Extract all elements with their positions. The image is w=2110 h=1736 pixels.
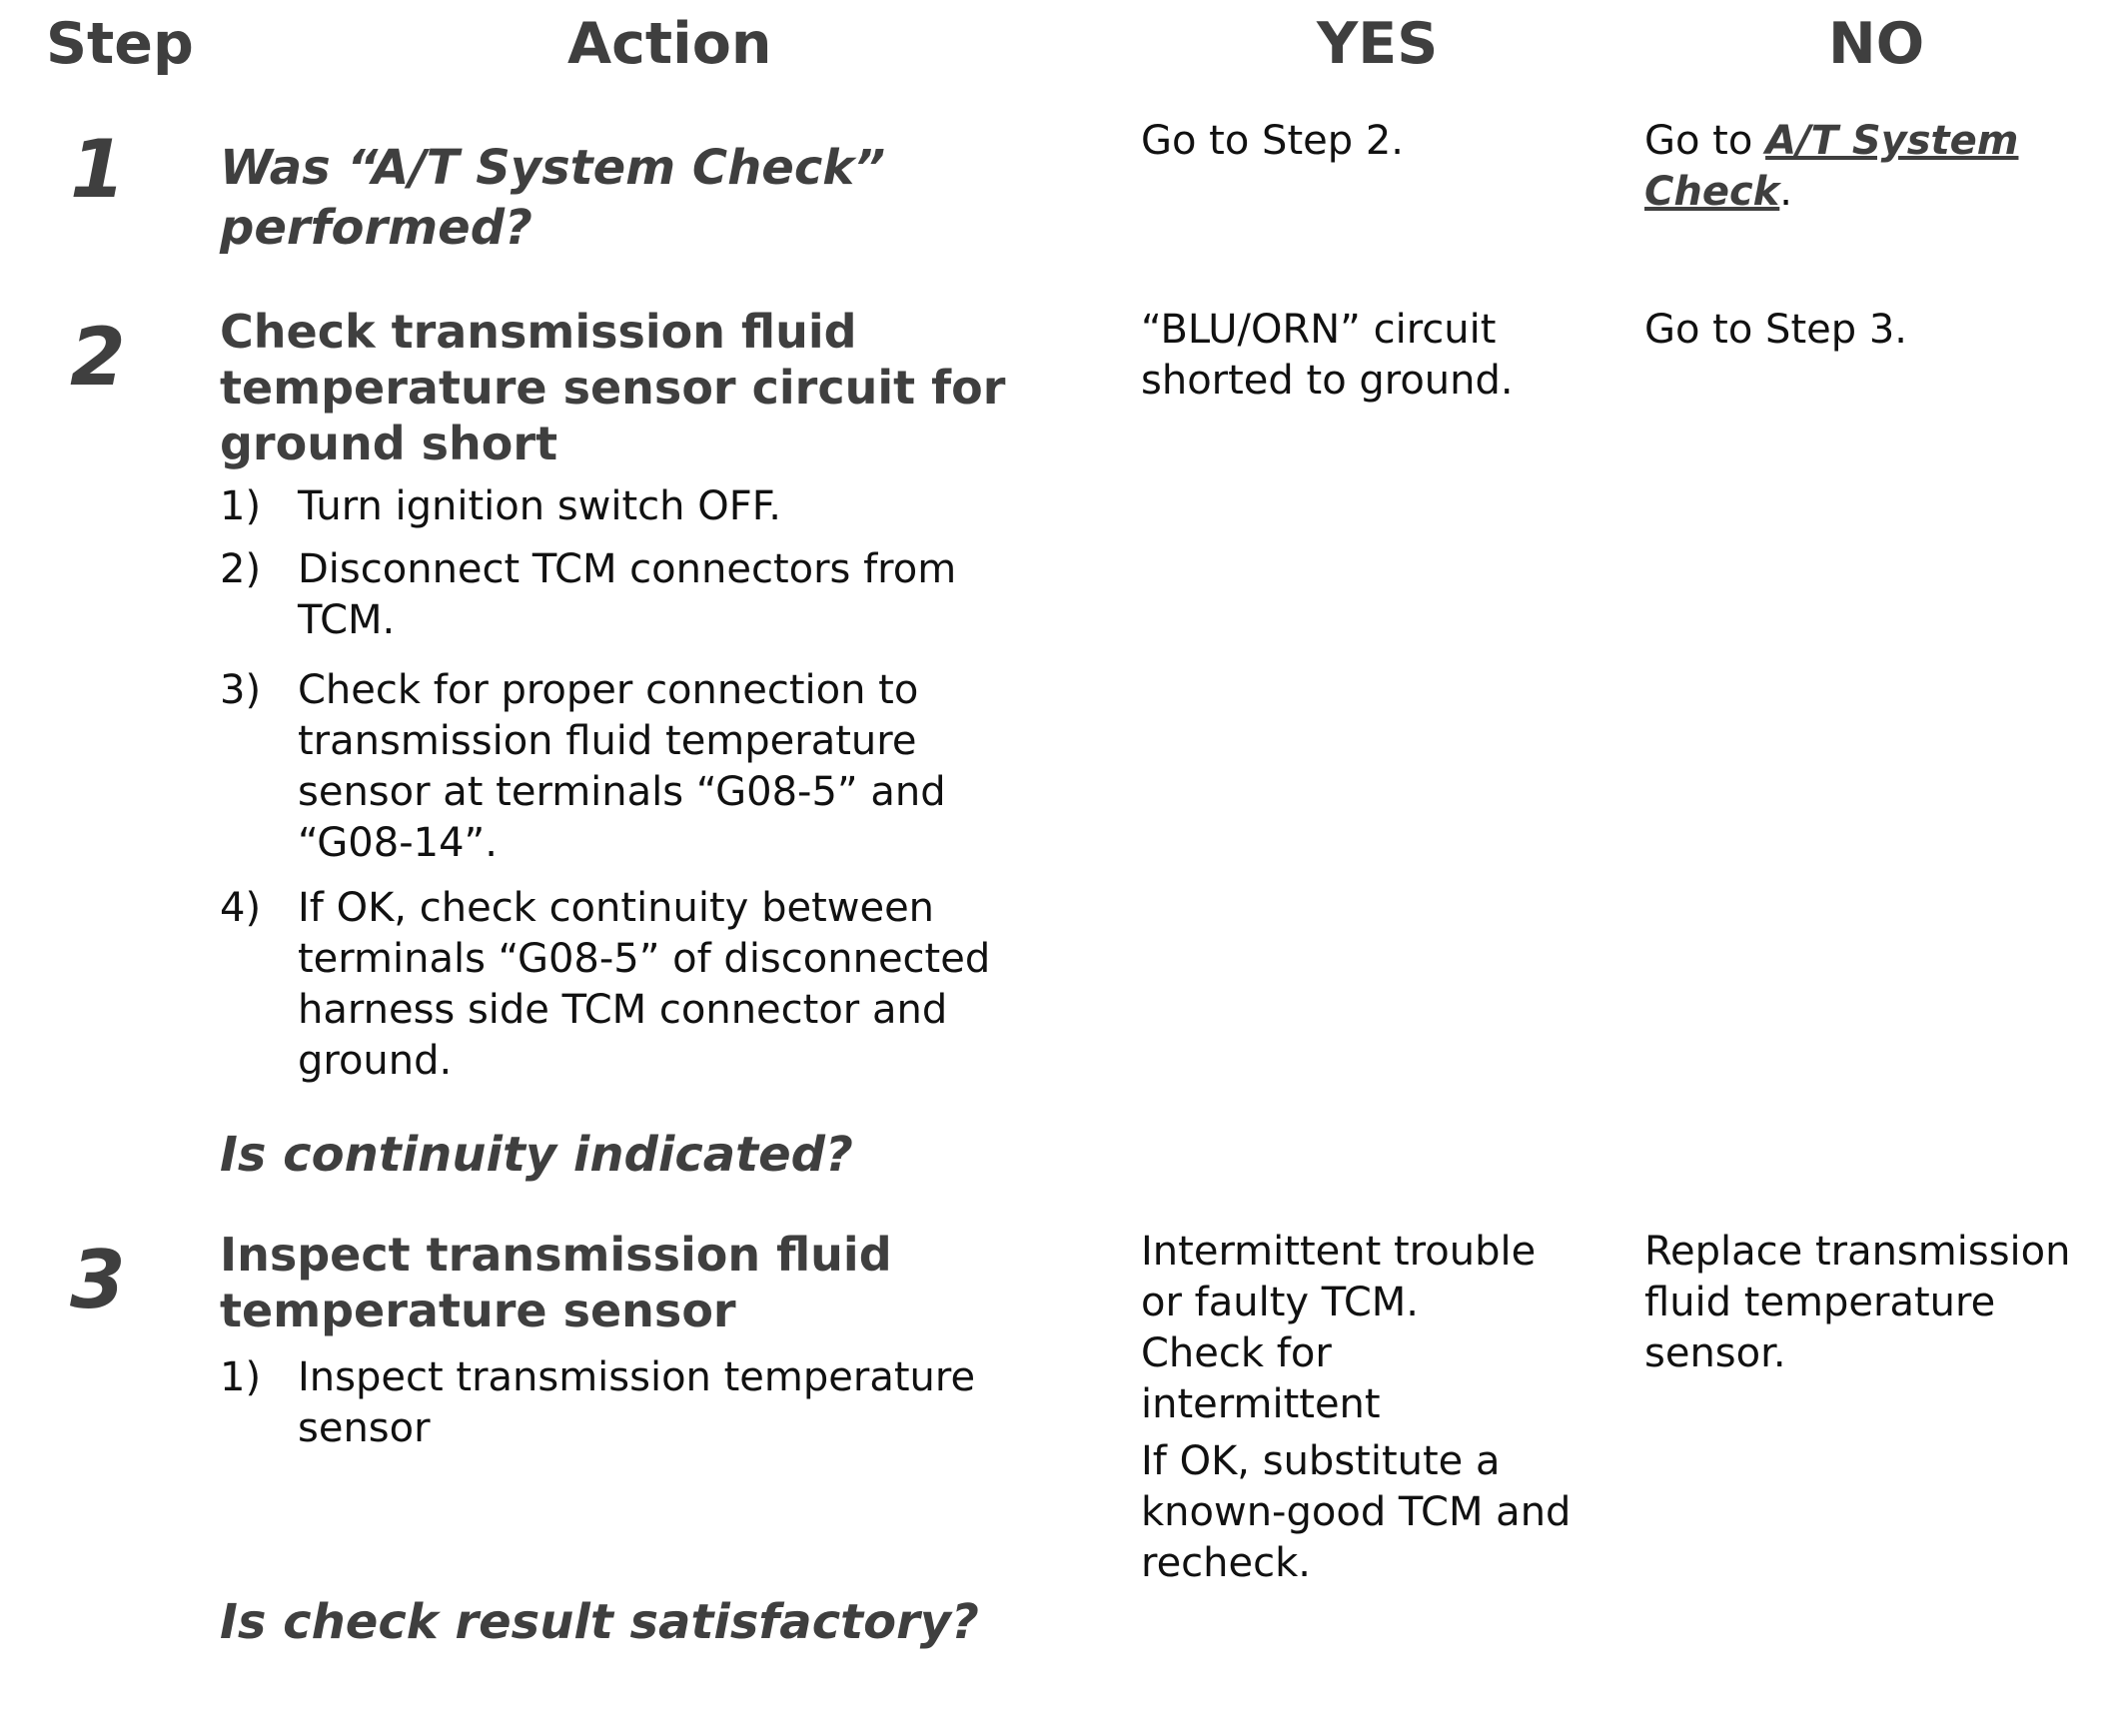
step-2-item-3-text: Check for proper connection to transmission fluid temperature sensor at terminals “G08-5” and “G08-14”. bbox=[298, 667, 946, 866]
step-2-title-line1: Check transmission fluid bbox=[220, 305, 857, 359]
step-2-item-2 bbox=[220, 544, 1049, 646]
step-3-item-1-number: 1) bbox=[220, 1354, 262, 1400]
step-2-item-1-number: 1) bbox=[220, 483, 262, 529]
step-1-no-suffix: . bbox=[1779, 169, 1792, 215]
step-1-yes: Go to Step 2. bbox=[1141, 118, 1405, 164]
step-2-no: Go to Step 3. bbox=[1644, 307, 1908, 353]
step-2-item-3-number: 3) bbox=[220, 667, 262, 713]
step-1-question-line1: Was “A/T System Check” bbox=[220, 140, 886, 196]
at-system-check-link-line1[interactable]: A/T System bbox=[1765, 118, 2019, 164]
step-3-question: Is check result satisfactory? bbox=[220, 1594, 979, 1650]
step-2-number: 2 bbox=[70, 311, 126, 404]
step-1-number: 1 bbox=[70, 123, 126, 216]
step-2-item-3 bbox=[220, 665, 1049, 869]
at-system-check-link-line2[interactable]: Check bbox=[1644, 169, 1780, 215]
step-2-item-4 bbox=[220, 883, 1049, 1087]
step-2-item-1 bbox=[220, 481, 1049, 532]
header-step: Step bbox=[46, 11, 194, 77]
step-3-item-1-text: Inspect transmission temperature sensor bbox=[298, 1354, 976, 1451]
step-3-title-line1: Inspect transmission fluid bbox=[220, 1228, 892, 1282]
step-2-yes: “BLU/ORN” circuit shorted to ground. bbox=[1141, 307, 1514, 404]
step-2-item-1-text: Turn ignition switch OFF. bbox=[298, 483, 782, 529]
step-2-title-line3: ground short bbox=[220, 417, 558, 470]
step-2-item-4-number: 4) bbox=[220, 885, 262, 931]
step-3-no: Replace transmission fluid temperature sensor. bbox=[1644, 1229, 2071, 1376]
step-3-item-1 bbox=[220, 1352, 1049, 1454]
step-1-no-prefix: Go to bbox=[1644, 118, 1766, 164]
step-2-item-4-text: If OK, check continuity between terminals “G08-5” of disconnected harness side TCM connector and ground. bbox=[298, 885, 991, 1084]
step-3-number: 3 bbox=[70, 1234, 126, 1326]
header-action: Action bbox=[567, 11, 772, 77]
step-1-question-line2: performed? bbox=[220, 200, 532, 256]
step-1-no bbox=[1644, 116, 2104, 218]
step-3-yes-part2: If OK, substitute a known-good TCM and recheck. bbox=[1141, 1438, 1572, 1586]
step-3-yes-part1: Intermittent trouble or faulty TCM. Check for intermittent bbox=[1141, 1229, 1537, 1427]
step-2-item-2-text: Disconnect TCM connectors from TCM. bbox=[298, 546, 957, 643]
step-2-item-2-number: 2) bbox=[220, 546, 262, 592]
step-2-question: Is continuity indicated? bbox=[220, 1127, 853, 1183]
step-2-title-line2: temperature sensor circuit for bbox=[220, 361, 1006, 415]
header-yes: YES bbox=[1317, 11, 1439, 77]
step-3-title-line2: temperature sensor bbox=[220, 1284, 736, 1337]
header-no: NO bbox=[1828, 11, 1925, 77]
